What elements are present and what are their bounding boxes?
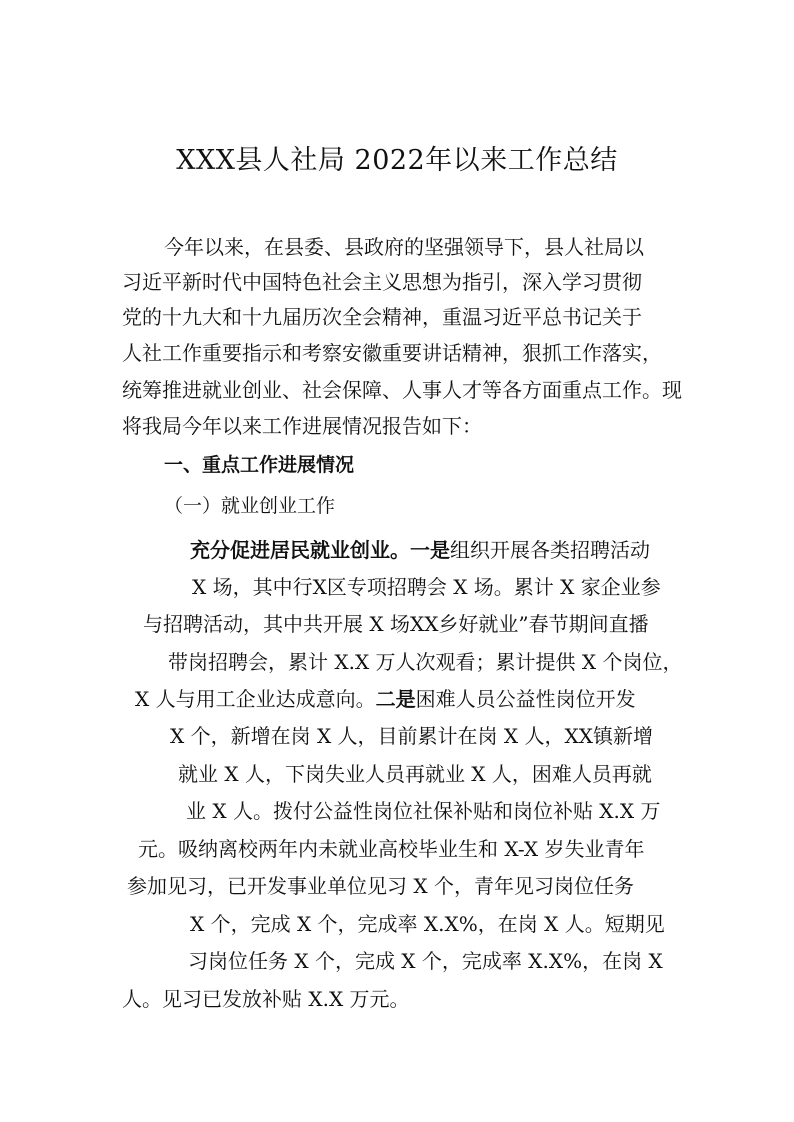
intro-line: 今年以来，在县委、县政府的坚强领导下，县人社局以: [164, 235, 644, 259]
line-text: 组织开展各类招聘活动: [450, 538, 650, 562]
body-line: 参加见习，已开发事业单位见习 X 个，青年见习岗位任务: [127, 874, 634, 898]
body-line: 就业 X 人，下岗失业人员再就业 X 人，困难人员再就: [178, 762, 652, 786]
intro-line: 人社工作重要指示和考察安徽重要讲话精神，狠抓工作落实，: [122, 341, 662, 365]
body-line: 习岗位任务 X 个，完成 X 个，完成率 X.X%，在岗 X: [188, 949, 663, 973]
subsection-heading: （一）就业创业工作: [164, 495, 336, 517]
body-line: 元。吸纳离校两年内未就业高校毕业生和 X-X 岁失业青年: [138, 837, 645, 861]
body-line: X 个，新增在岗 X 人，目前累计在岗 X 人，XX镇新增: [170, 724, 653, 748]
body-line: 带岗招聘会，累计 X.X 万人次观看；累计提供 X 个岗位，: [168, 650, 683, 674]
body-line: 人。见习已发放补贴 X.X 万元。: [122, 987, 410, 1011]
bold-marker: 二是: [375, 687, 416, 711]
intro-line: 统筹推进就业创业、社会保障、人事人才等各方面重点工作。现: [122, 378, 682, 402]
body-line: 与招聘活动，其中共开展 X 场XX乡好就业”春节期间直播: [143, 612, 649, 636]
document-title: XXX县人社局 2022年以来工作总结: [176, 145, 618, 176]
body-line: 业 X 人。拨付公益性岗位社保补贴和岗位补贴 X.X 万: [186, 799, 661, 823]
intro-line: 党的十九大和十九届历次全会精神，重温习近平总书记关于: [122, 305, 642, 329]
body-line: X 场，其中行X区专项招聘会 X 场。累计 X 家企业参: [192, 575, 661, 599]
intro-line: 习近平新时代中国特色社会主义思想为指引，深入学习贯彻: [122, 270, 642, 294]
intro-line: 将我局今年以来工作进展情况报告如下：: [122, 414, 482, 438]
body-line: X 个，完成 X 个，完成率 X.X%，在岗 X 人。短期见: [190, 912, 665, 936]
section-heading: 一、重点工作进展情况: [164, 454, 355, 476]
bold-lead: 充分促进居民就业创业。一是: [190, 538, 450, 562]
body-line: [190, 540, 650, 560]
line-text: X 人与用工企业达成意向。: [135, 687, 376, 711]
line-text: 困难人员公益性岗位开发: [415, 687, 636, 711]
body-line: [135, 689, 636, 709]
